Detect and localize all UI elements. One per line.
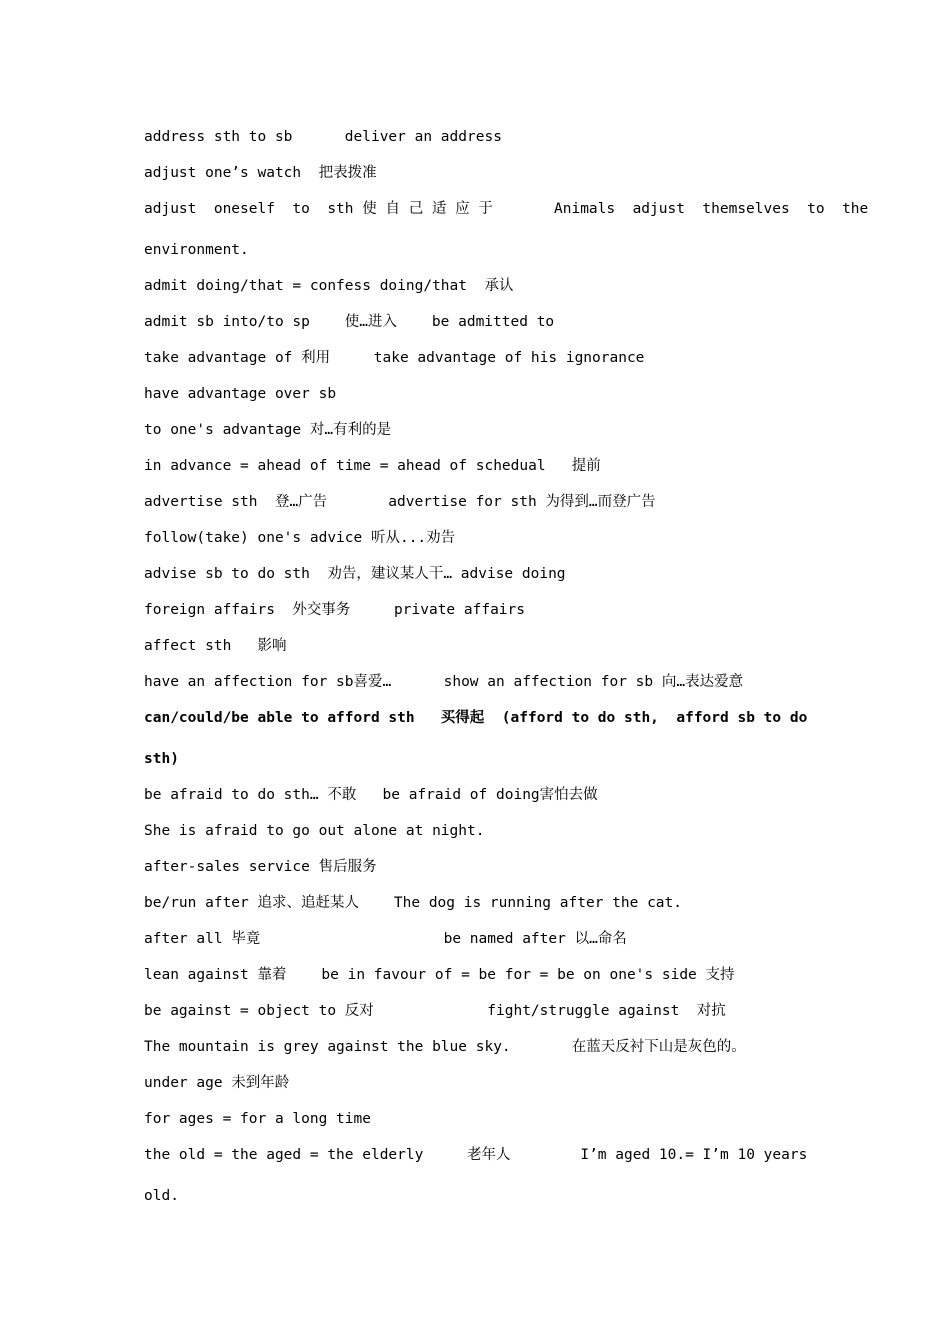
text-line: after all 毕竟 be named after 以…命名 [144,931,627,947]
text-line: environment. [144,242,249,258]
text-line: have advantage over sb [144,386,337,402]
text-line: be against = object to 反对 fight/struggle against 对抗 [144,1003,726,1019]
text-line: adjust oneself to sth 使 自 己 适 应 于 Animals adjust themselves to the [144,201,869,217]
text-line: for ages = for a long time [144,1111,371,1127]
text-line: foreign affairs 外交事务 private affairs [144,602,525,618]
text-line: to one's advantage 对…有利的是 [144,422,392,438]
text-line: advertise sth 登…广告 advertise for sth 为得到…而登广告 [144,494,656,510]
text-line: admit doing/that = confess doing/that 承认 [144,278,514,294]
text-line: under age 未到年龄 [144,1075,290,1091]
text-line: follow(take) one's advice 听从...劝告 [144,530,456,546]
text-line: in advance = ahead of time = ahead of schedual 提前 [144,458,601,474]
text-line: after-sales service 售后服务 [144,859,377,875]
text-line: adjust one’s watch 把表拨准 [144,165,377,181]
text-line: the old = the aged = the elderly 老年人 I’m aged 10.= I’m 10 years [144,1147,808,1163]
text-line: address sth to sb deliver an address [144,129,502,145]
text-line: be/run after 追求、追赶某人 The dog is running after the cat. [144,895,682,911]
text-line: The mountain is grey against the blue sky. 在蓝天反衬下山是灰色的。 [144,1039,746,1055]
text-line: admit sb into/to sp 使…进入 be admitted to [144,314,555,330]
text-line: old. [144,1188,179,1204]
text-line: be afraid to do sth… 不敢 be afraid of doing害怕去做 [144,787,598,803]
text-line: advise sb to do sth 劝告，建议某人干… advise doing [144,566,566,582]
text-line: lean against 靠着 be in favour of = be for = be on one's side 支持 [144,967,735,983]
text-line: affect sth 影响 [144,638,287,654]
vocabulary-list [144,126,869,1221]
text-line: have an affection for sb喜爱… show an affection for sb 向…表达爱意 [144,674,744,690]
text-line-bold: can/could/be able to afford sth 买得起 (afford to do sth, afford sb to do [144,710,808,726]
text-line-bold: sth) [144,751,179,767]
text-line: She is afraid to go out alone at night. [144,823,485,839]
text-line: take advantage of 利用 take advantage of his ignorance [144,350,645,366]
